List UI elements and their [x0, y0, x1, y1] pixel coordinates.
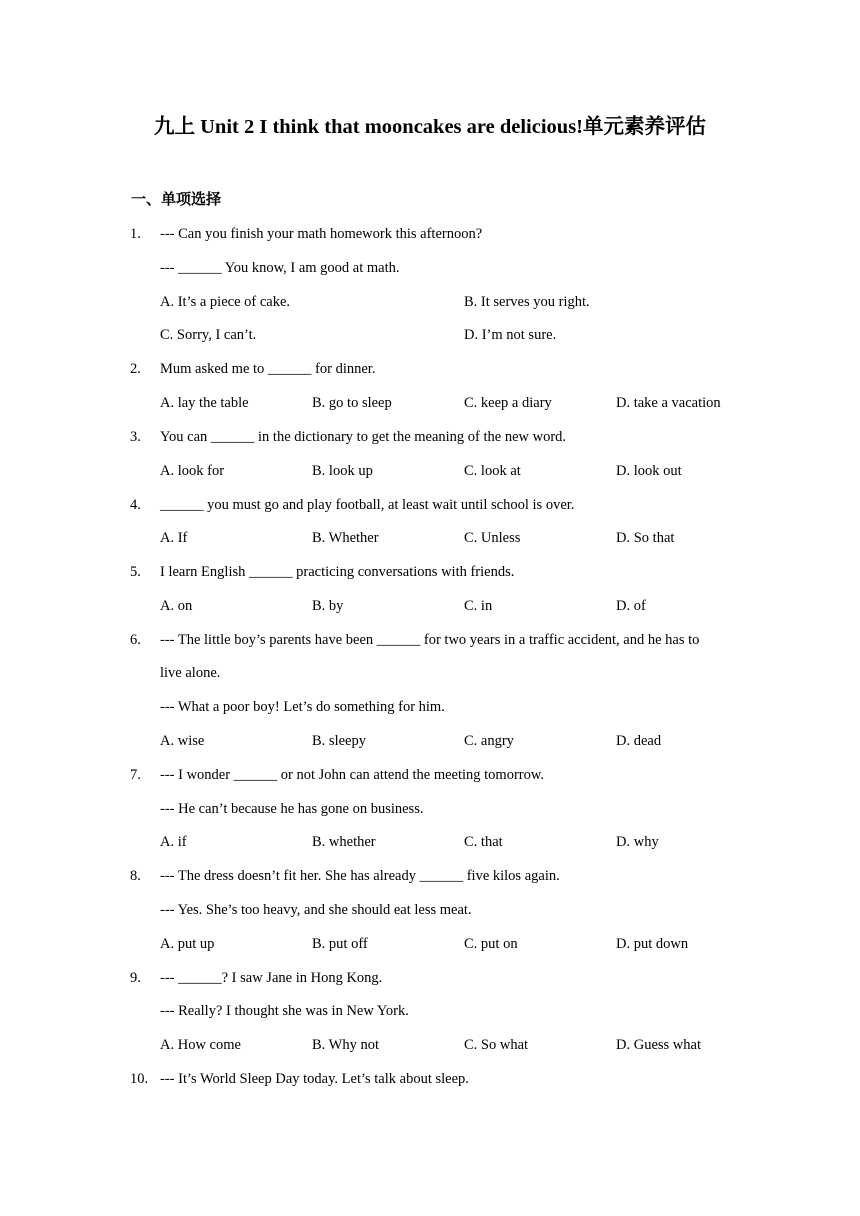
option-c: C. in	[464, 598, 493, 614]
question-number: 5.	[130, 564, 141, 580]
option-b: B. sleepy	[312, 733, 366, 749]
question-text: --- Yes. She’s too heavy, and she should eat less meat.	[160, 902, 472, 918]
option-d: D. put down	[616, 936, 689, 952]
question-text: --- What a poor boy! Let’s do something for him.	[160, 699, 445, 715]
question-number: 1.	[130, 226, 141, 242]
question-text: live alone.	[160, 665, 221, 681]
option-b: B. whether	[312, 834, 376, 850]
option-a: A. put up	[160, 936, 215, 952]
option-c: C. Sorry, I can’t.	[160, 327, 257, 343]
question-text: --- It’s World Sleep Day today. Let’s talk about sleep.	[160, 1071, 469, 1087]
question-text: --- I wonder ______ or not John can attend the meeting tomorrow.	[160, 767, 545, 783]
option-c: C. look at	[464, 463, 521, 479]
question-text: --- He can’t because he has gone on business.	[160, 801, 424, 817]
option-d: D. look out	[616, 463, 682, 479]
option-c: C. keep a diary	[464, 395, 552, 411]
question-text: Mum asked me to ______ for dinner.	[160, 361, 376, 377]
option-c: C. put on	[464, 936, 518, 952]
option-d: D. take a vacation	[616, 395, 721, 411]
option-b: B. by	[312, 598, 344, 614]
option-c: C. that	[464, 834, 503, 850]
option-b: B. Whether	[312, 530, 379, 546]
document-title: 九上 Unit 2 I think that mooncakes are delicious!单元素养评估	[153, 116, 706, 138]
option-a: A. on	[160, 598, 193, 614]
option-d: D. dead	[616, 733, 662, 749]
question-number: 2.	[130, 361, 141, 377]
option-c: C. angry	[464, 733, 514, 749]
question-number: 3.	[130, 429, 141, 445]
option-a: A. look for	[160, 463, 225, 479]
question-number: 10.	[130, 1071, 149, 1087]
question-text: I learn English ______ practicing conversations with friends.	[160, 564, 515, 580]
question-text: --- ______ You know, I am good at math.	[160, 260, 400, 276]
question-number: 6.	[130, 632, 141, 648]
option-a: A. It’s a piece of cake.	[160, 294, 291, 310]
option-b: B. It serves you right.	[464, 294, 590, 310]
option-d: D. I’m not sure.	[464, 327, 557, 343]
option-c: C. So what	[464, 1037, 529, 1053]
question-text: --- Really? I thought she was in New York.	[160, 1003, 409, 1019]
option-d: D. why	[616, 834, 659, 850]
option-a: A. If	[160, 530, 188, 546]
option-b: B. look up	[312, 463, 373, 479]
section-heading: 一、单项选择	[131, 190, 222, 208]
option-c: C. Unless	[464, 530, 521, 546]
question-text: --- Can you finish your math homework this afternoon?	[160, 226, 483, 242]
option-a: A. How come	[160, 1037, 241, 1053]
option-b: B. Why not	[312, 1037, 379, 1053]
question-text: --- ______? I saw Jane in Hong Kong.	[160, 970, 383, 986]
option-a: A. wise	[160, 733, 205, 749]
question-number: 7.	[130, 767, 141, 783]
option-a: A. lay the table	[160, 395, 249, 411]
option-d: D. of	[616, 598, 646, 614]
question-text: --- The little boy’s parents have been ______ for two years in a traffic accident, and he has to	[160, 632, 700, 648]
option-b: B. put off	[312, 936, 368, 952]
question-number: 4.	[130, 497, 141, 513]
question-text: --- The dress doesn’t fit her. She has already ______ five kilos again.	[160, 868, 560, 884]
question-number: 8.	[130, 868, 141, 884]
question-text: ______ you must go and play football, at least wait until school is over.	[160, 497, 575, 513]
option-d: D. So that	[616, 530, 675, 546]
option-d: D. Guess what	[616, 1037, 701, 1053]
option-b: B. go to sleep	[312, 395, 392, 411]
question-text: You can ______ in the dictionary to get the meaning of the new word.	[160, 429, 567, 445]
question-number: 9.	[130, 970, 141, 986]
option-a: A. if	[160, 834, 187, 850]
